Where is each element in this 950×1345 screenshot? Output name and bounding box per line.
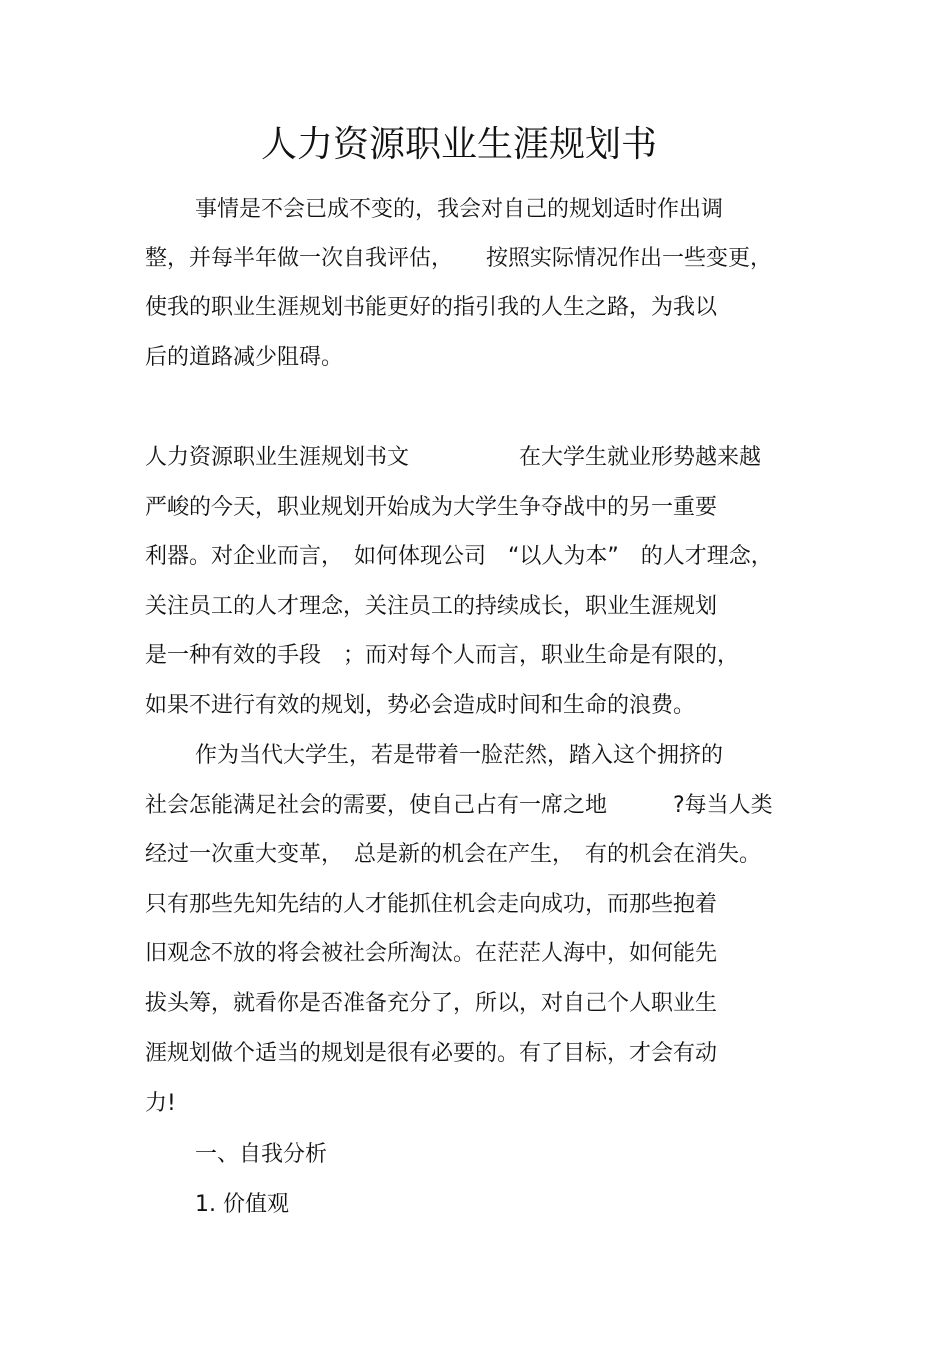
paragraph-line: 事情是不会已成不变的，我会对自己的规划适时作出调 xyxy=(195,197,724,222)
paragraph-line: 涯规划做个适当的规划是很有必要的。有了目标，才会有动 xyxy=(145,1041,718,1066)
paragraph-line: 严峻的今天，职业规划开始成为大学生争夺战中的另一重要 xyxy=(145,495,718,520)
paragraph-line: 拔头筹，就看你是否准备充分了，所以，对自己个人职业生 xyxy=(145,991,718,1016)
paragraph-line: 如果不进行有效的规划，势必会造成时间和生命的浪费。 xyxy=(145,693,696,718)
paragraph-line: 后的道路减少阻碍。 xyxy=(145,345,344,370)
paragraph-line: 利器。对企业而言， 如何体现公司 “以人为本” 的人才理念， xyxy=(145,544,773,569)
paragraph-line: 使我的职业生涯规划书能更好的指引我的人生之路，为我以 xyxy=(145,295,718,320)
paragraph-line: 力! xyxy=(145,1091,176,1116)
paragraph-line: 是一种有效的手段 ；而对每个人而言，职业生命是有限的， xyxy=(145,643,740,668)
paragraph-line: 作为当代大学生，若是带着一脸茫然，踏入这个拥挤的 xyxy=(195,743,724,768)
subsection-heading: 1. 价值观 xyxy=(195,1192,289,1217)
paragraph-line: 只有那些先知先结的人才能抓住机会走向成功，而那些抱着 xyxy=(145,892,718,917)
paragraph-line: 人力资源职业生涯规划书文 在大学生就业形势越来越 xyxy=(145,445,762,470)
section-heading: 一、自我分析 xyxy=(195,1142,328,1167)
paragraph-line: 关注员工的人才理念，关注员工的持续成长，职业生涯规划 xyxy=(145,594,718,619)
paragraph-line: 经过一次重大变革， 总是新的机会在产生， 有的机会在消失。 xyxy=(145,842,762,867)
paragraph-line: 整，并每半年做一次自我评估， 按照实际情况作出一些变更， xyxy=(145,246,773,271)
paragraph-line: 社会怎能满足社会的需要，使自己占有一席之地 ?每当人类 xyxy=(145,793,773,818)
document-title: 人力资源职业生涯规划书 xyxy=(260,124,657,165)
paragraph-line: 旧观念不放的将会被社会所淘汰。在茫茫人海中，如何能先 xyxy=(145,941,718,966)
